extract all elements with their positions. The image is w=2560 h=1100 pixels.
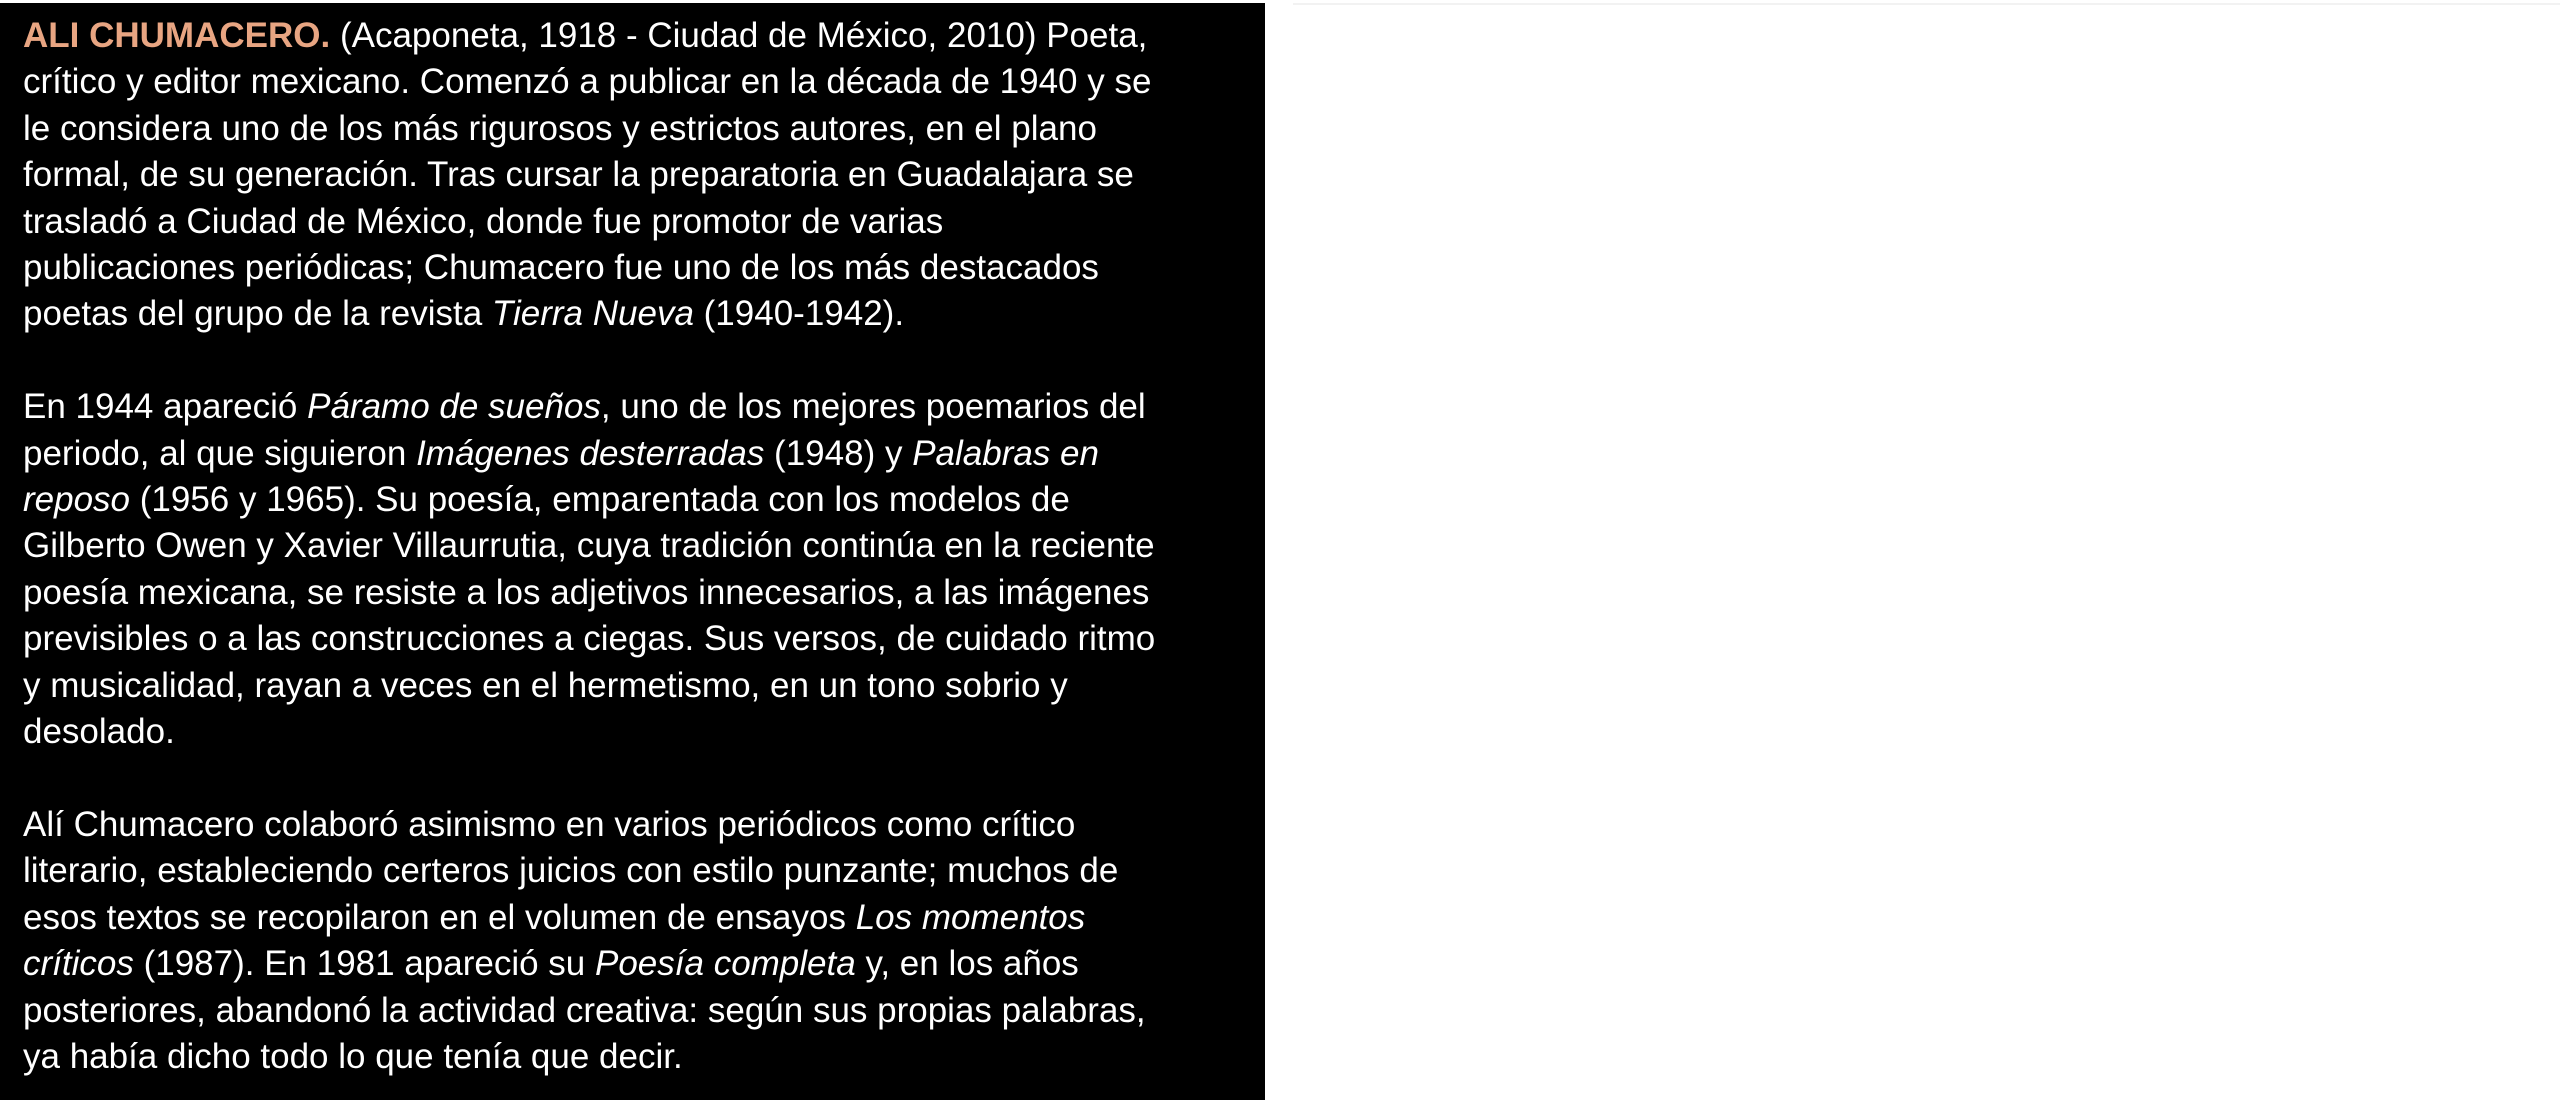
paragraph-3-line-1: Alí Chumacero colaboró asimismo en varios periódicos como crítico — [23, 804, 1076, 844]
paragraph-2-line-1 — [23, 384, 1265, 430]
text-segment: esos textos se recopilaron en el volumen de ensayos — [23, 897, 856, 937]
text-segment: , uno de los mejores poemarios del — [600, 387, 1146, 427]
biography-paragraph-2 — [23, 384, 1265, 755]
text-segment: En 1944 apareció — [23, 387, 308, 427]
paragraph-3-line-3 — [23, 895, 1265, 941]
paragraph-1-line-4: formal, de su generación. Tras cursar la preparatoria en Guadalajara se — [23, 155, 1134, 195]
birth-death-text: (Acaponeta, 1918 - Ciudad de México, 2010) Poeta, — [330, 16, 1148, 55]
paragraph-1-line-2: crítico y editor mexicano. Comenzó a publicar en la década de 1940 y se — [23, 62, 1152, 102]
biography-paragraph-3 — [23, 802, 1265, 1080]
text-segment: (1940-1942). — [693, 294, 905, 334]
work-title-tierra-nueva: Tierra Nueva — [491, 294, 694, 334]
text-segment: poetas del grupo de la revista — [23, 294, 492, 334]
paragraph-2-line-5: poesía mexicana, se resiste a los adjetivos innecesarios, a las imágenes — [23, 572, 1150, 612]
paragraph-1-line-1 — [23, 13, 1265, 59]
work-title-palabras-en-reposo-part-1: Palabras en — [912, 433, 1099, 473]
biography-paragraph-1 — [23, 13, 1265, 338]
paragraph-3-line-5: posteriores, abandonó la actividad creativa: según sus propias palabras, — [23, 990, 1146, 1030]
empty-right-panel — [1293, 3, 2560, 1100]
paragraph-2-line-2 — [23, 431, 1265, 477]
paragraph-3-line-2: literario, estableciendo certeros juicios con estilo punzante; muchos de — [23, 851, 1119, 891]
text-segment: y, en los años — [855, 944, 1079, 984]
paragraph-2-line-8: desolado. — [23, 712, 175, 752]
work-title-palabras-en-reposo-part-2: reposo — [23, 480, 131, 520]
text-segment: periodo, al que siguieron — [23, 433, 417, 473]
text-segment: (1956 y 1965). Su poesía, emparentada con los modelos de — [130, 480, 1070, 520]
paragraph-2-line-7: y musicalidad, rayan a veces en el hermetismo, en un tono sobrio y — [23, 665, 1068, 705]
paragraph-3-line-4 — [23, 941, 1265, 987]
paragraph-3-line-6: ya había dicho todo lo que tenía que decir. — [23, 1036, 683, 1076]
work-title-los-momentos-criticos-part-1: Los momentos — [855, 897, 1086, 937]
paragraph-1-line-5: trasladó a Ciudad de México, donde fue promotor de varias — [23, 201, 944, 241]
text-segment: (1987). En 1981 apareció su — [133, 944, 595, 984]
paragraph-1-line-3: le considera uno de los más rigurosos y estrictos autores, en el plano — [23, 108, 1097, 148]
biography-panel — [0, 3, 1265, 1100]
paragraph-1-line-7 — [23, 291, 1265, 337]
paragraph-2-line-6: previsibles o a las construcciones a ciegas. Sus versos, de cuidado ritmo — [23, 619, 1156, 659]
text-segment: (1948) y — [764, 433, 913, 473]
work-title-poesia-completa: Poesía completa — [595, 944, 856, 984]
paragraph-1-line-6: publicaciones periódicas; Chumacero fue uno de los más destacados — [23, 248, 1099, 288]
work-title-paramo-de-suenos: Páramo de sueños — [307, 387, 601, 427]
work-title-los-momentos-criticos-part-2: críticos — [23, 944, 134, 984]
work-title-imagenes-desterradas: Imágenes desterradas — [416, 433, 765, 473]
paragraph-2-line-3 — [23, 477, 1265, 523]
author-name: ALI CHUMACERO. — [23, 16, 331, 55]
paragraph-2-line-4: Gilberto Owen y Xavier Villaurrutia, cuya tradición continúa en la reciente — [23, 526, 1155, 566]
